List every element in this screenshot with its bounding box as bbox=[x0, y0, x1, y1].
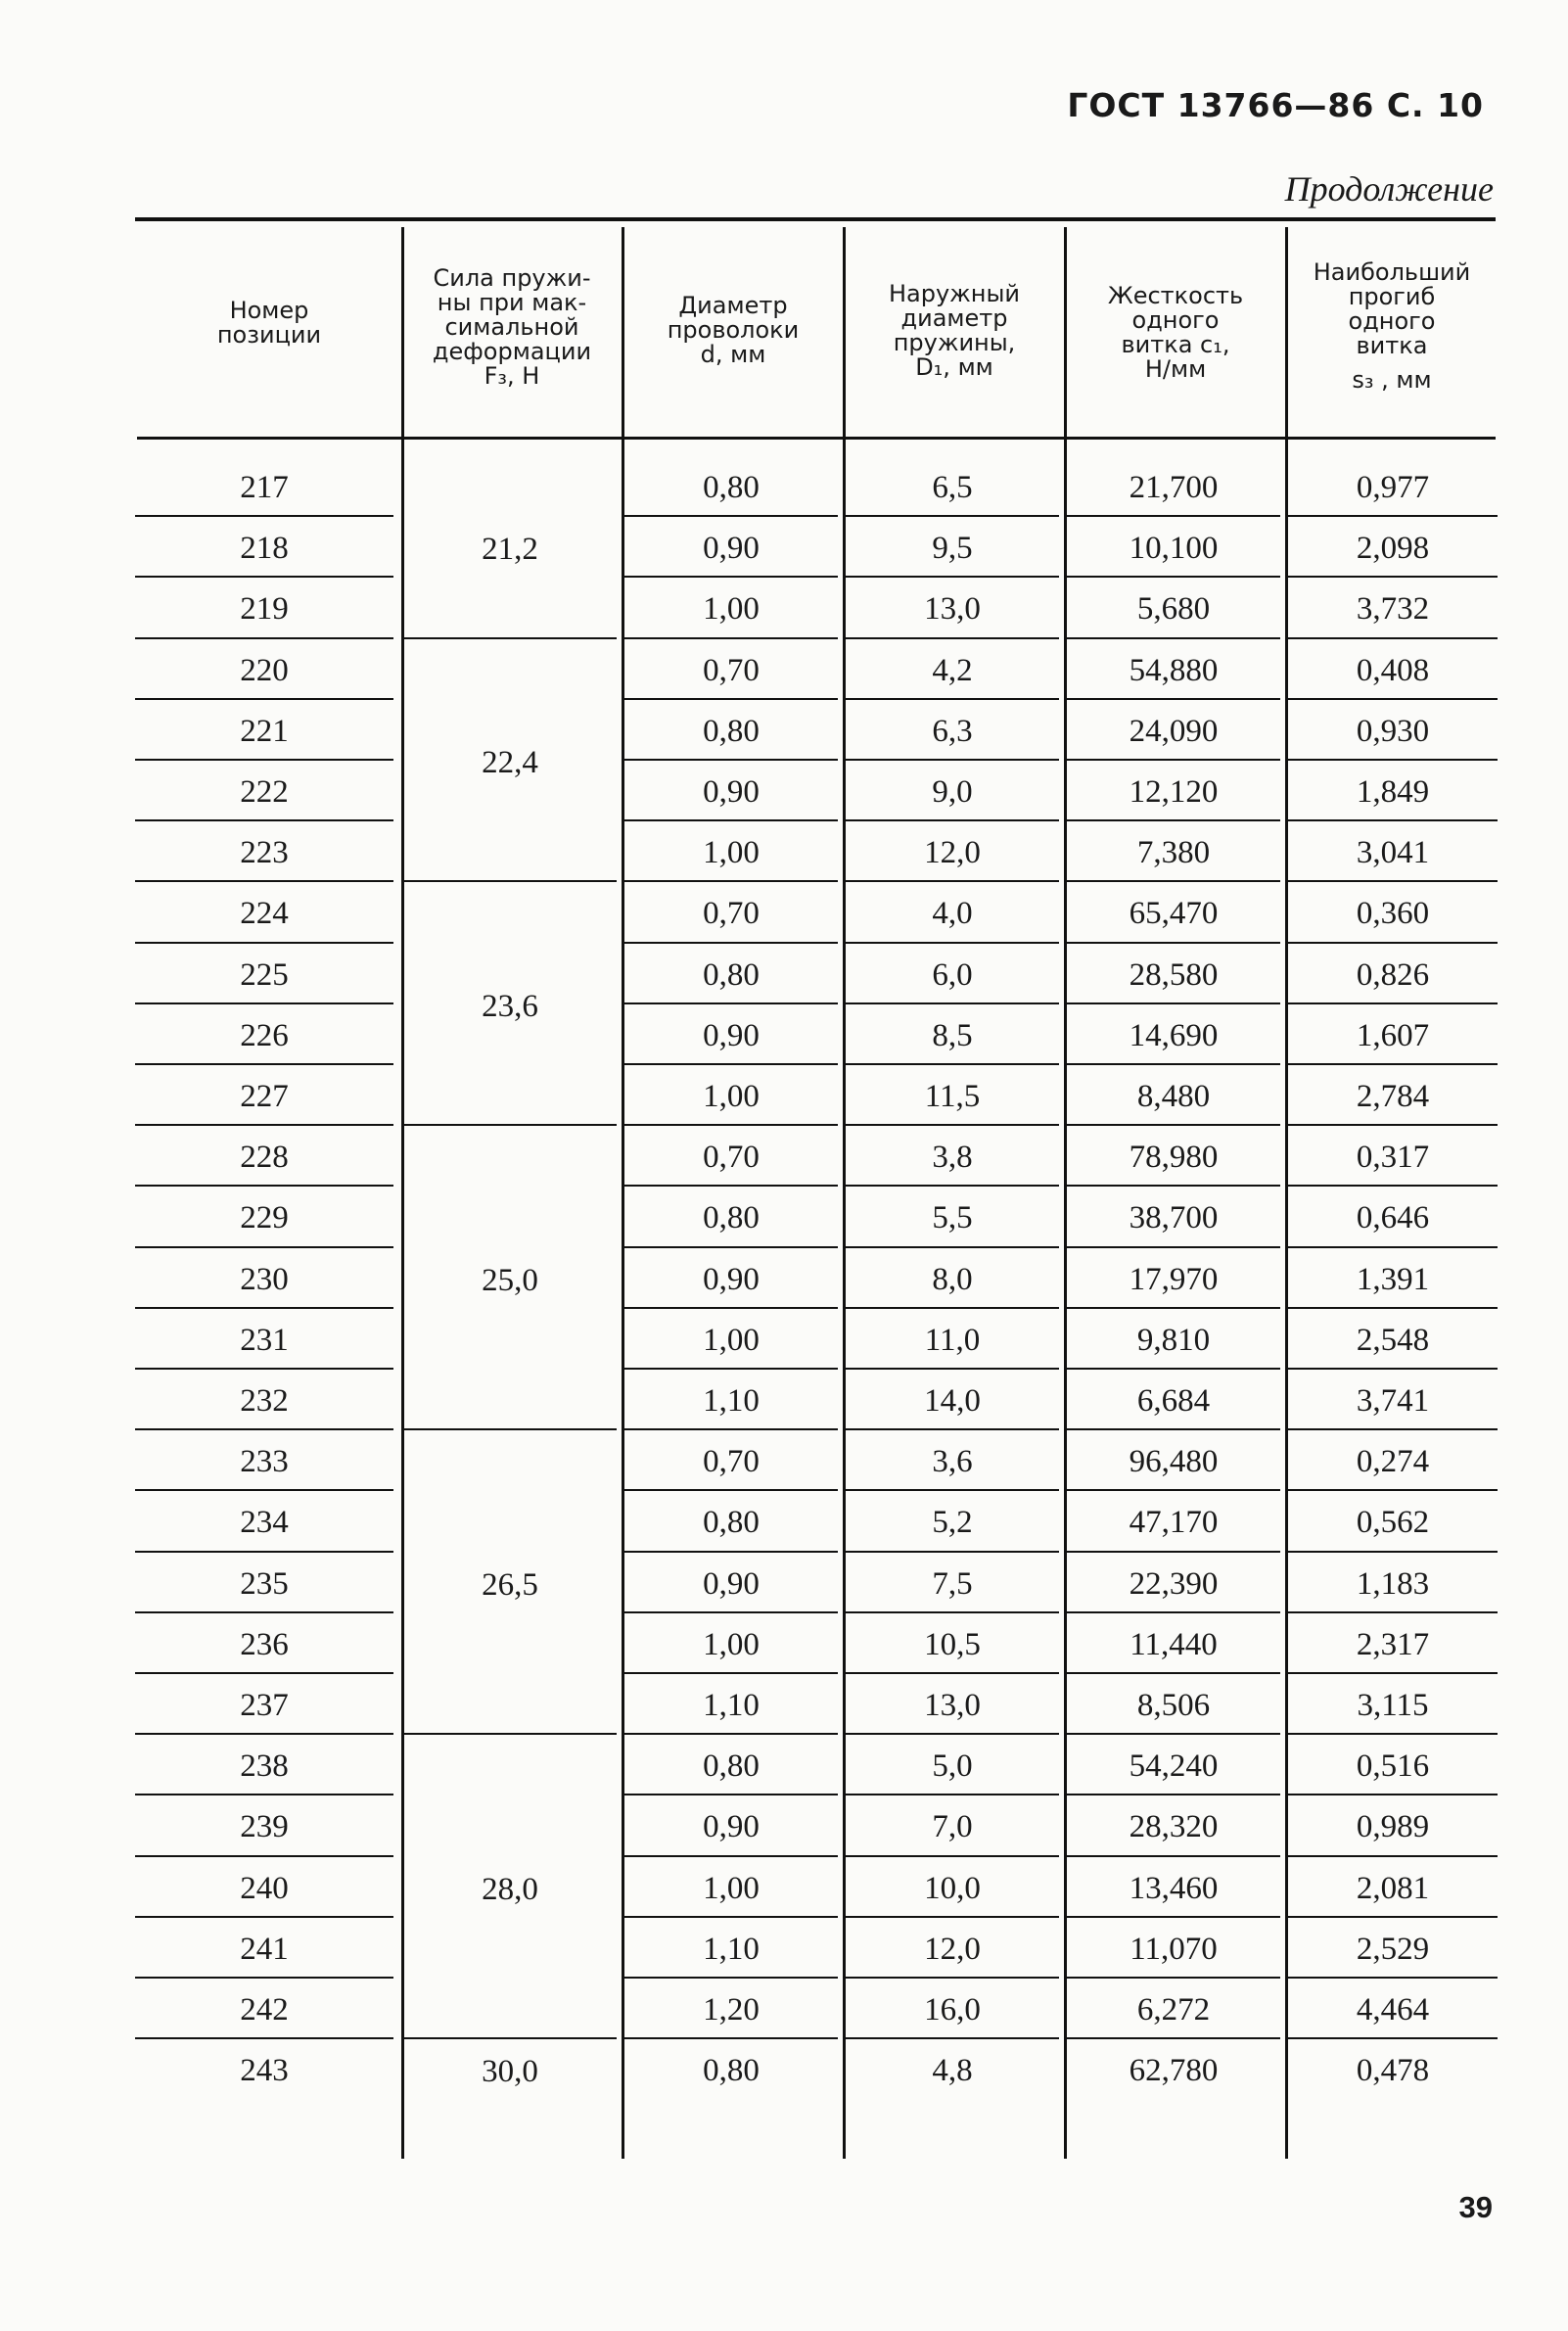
row-separator bbox=[135, 698, 393, 700]
row-separator bbox=[135, 942, 393, 944]
row-separator bbox=[846, 759, 1059, 761]
row-separator bbox=[135, 1672, 393, 1674]
table-cell: 96,480 bbox=[1129, 1444, 1219, 1480]
row-separator bbox=[846, 1733, 1059, 1735]
table-cell: 235 bbox=[240, 1565, 289, 1602]
table-cell: 5,5 bbox=[932, 1200, 973, 1236]
table-cell: 236 bbox=[240, 1626, 289, 1662]
table-cell: 0,70 bbox=[703, 1444, 760, 1480]
row-separator bbox=[846, 1185, 1059, 1187]
table-cell: 0,80 bbox=[703, 2053, 760, 2089]
row-separator bbox=[624, 1368, 838, 1370]
table-cell: 2,529 bbox=[1356, 1931, 1430, 1967]
row-separator bbox=[1288, 637, 1498, 639]
row-separator bbox=[846, 1246, 1059, 1248]
row-separator bbox=[846, 1551, 1059, 1553]
row-separator bbox=[135, 637, 393, 639]
row-separator bbox=[135, 2037, 393, 2039]
row-separator bbox=[1288, 1794, 1498, 1795]
table-cell: 239 bbox=[240, 1809, 289, 1845]
table-cell: 2,548 bbox=[1356, 1322, 1430, 1358]
row-separator bbox=[846, 1489, 1059, 1491]
spring-force-cell: 30,0 bbox=[482, 2054, 538, 2090]
spring-force-cell: 21,2 bbox=[482, 532, 538, 568]
header-max-deflection: Наибольший прогиб одного витка s₃ , мм bbox=[1313, 258, 1471, 394]
table-cell: 5,2 bbox=[932, 1505, 973, 1541]
row-separator bbox=[1067, 1002, 1280, 1004]
table-cell: 4,2 bbox=[932, 652, 973, 688]
table-cell: 220 bbox=[240, 652, 289, 688]
table-cell: 0,516 bbox=[1356, 1748, 1430, 1785]
row-separator bbox=[846, 1672, 1059, 1674]
table-cell: 14,0 bbox=[924, 1383, 981, 1419]
table-cell: 12,0 bbox=[924, 835, 981, 871]
table-cell: 24,090 bbox=[1129, 713, 1219, 749]
table-cell: 234 bbox=[240, 1505, 289, 1541]
table-cell: 228 bbox=[240, 1140, 289, 1176]
table-cell: 225 bbox=[240, 956, 289, 993]
group-separator bbox=[403, 637, 617, 639]
row-separator bbox=[135, 1916, 393, 1918]
table-cell: 1,607 bbox=[1356, 1017, 1430, 1053]
table-cell: 243 bbox=[240, 2053, 289, 2089]
table-cell: 222 bbox=[240, 774, 289, 810]
row-separator bbox=[846, 1794, 1059, 1795]
table-cell: 8,506 bbox=[1136, 1688, 1211, 1723]
row-separator bbox=[846, 1611, 1059, 1613]
row-separator bbox=[846, 880, 1059, 882]
table-cell: 11,5 bbox=[924, 1079, 981, 1114]
table-cell: 230 bbox=[240, 1261, 289, 1297]
table-cell: 21,700 bbox=[1129, 470, 1219, 505]
table-cell: 1,391 bbox=[1356, 1261, 1430, 1297]
row-separator bbox=[135, 515, 393, 517]
row-separator bbox=[624, 1611, 838, 1613]
table-cell: 2,784 bbox=[1356, 1079, 1430, 1114]
group-separator bbox=[403, 2037, 617, 2039]
row-separator bbox=[1067, 1611, 1280, 1613]
table-cell: 28,320 bbox=[1129, 1809, 1219, 1845]
row-separator bbox=[624, 1916, 838, 1918]
row-separator bbox=[1288, 759, 1498, 761]
row-separator bbox=[1288, 819, 1498, 821]
row-separator bbox=[1288, 1551, 1498, 1553]
row-separator bbox=[135, 880, 393, 882]
row-separator bbox=[624, 1185, 838, 1187]
row-separator bbox=[1288, 1733, 1498, 1735]
row-separator bbox=[135, 576, 393, 578]
table-cell: 22,390 bbox=[1129, 1565, 1219, 1602]
row-separator bbox=[135, 1368, 393, 1370]
table-cell: 12,120 bbox=[1129, 774, 1219, 810]
table-cell: 1,00 bbox=[703, 1079, 760, 1114]
table-cell: 9,5 bbox=[932, 531, 973, 567]
row-separator bbox=[1288, 1672, 1498, 1674]
table-cell: 0,90 bbox=[703, 774, 760, 810]
group-separator bbox=[403, 1428, 617, 1430]
table-cell: 5,680 bbox=[1136, 591, 1211, 628]
row-separator bbox=[1067, 1794, 1280, 1795]
table-cell: 7,0 bbox=[932, 1809, 973, 1845]
row-separator bbox=[1288, 1063, 1498, 1065]
table-cell: 227 bbox=[240, 1079, 289, 1114]
row-separator bbox=[135, 1611, 393, 1613]
row-separator bbox=[135, 1794, 393, 1795]
row-separator bbox=[846, 942, 1059, 944]
page-header-title: ГОСТ 13766—86 С. 10 bbox=[1067, 86, 1484, 124]
table-cell: 217 bbox=[240, 470, 289, 505]
table-cell: 241 bbox=[240, 1931, 289, 1967]
row-separator bbox=[624, 2037, 838, 2039]
row-separator bbox=[135, 1551, 393, 1553]
table-cell: 238 bbox=[240, 1748, 289, 1785]
table-cell: 1,10 bbox=[703, 1383, 760, 1419]
table-cell: 13,0 bbox=[924, 1688, 981, 1723]
row-separator bbox=[1067, 1063, 1280, 1065]
table-cell: 4,464 bbox=[1356, 1992, 1430, 2028]
row-separator bbox=[1288, 1246, 1498, 1248]
row-separator bbox=[135, 1733, 393, 1735]
table-cell: 0,274 bbox=[1356, 1444, 1430, 1480]
row-separator bbox=[1067, 515, 1280, 517]
row-separator bbox=[624, 1855, 838, 1857]
table-top-rule bbox=[135, 217, 1496, 221]
table-cell: 12,0 bbox=[924, 1931, 981, 1967]
table-cell: 11,440 bbox=[1130, 1626, 1218, 1662]
column-divider bbox=[401, 227, 404, 2159]
row-separator bbox=[1067, 1428, 1280, 1430]
table-cell: 10,0 bbox=[924, 1870, 981, 1906]
table-cell: 16,0 bbox=[924, 1992, 981, 2028]
row-separator bbox=[1288, 1489, 1498, 1491]
table-cell: 2,098 bbox=[1356, 531, 1430, 567]
row-separator bbox=[1067, 1124, 1280, 1126]
row-separator bbox=[846, 1307, 1059, 1309]
row-separator bbox=[1067, 880, 1280, 882]
table-cell: 223 bbox=[240, 835, 289, 871]
table-cell: 237 bbox=[240, 1688, 289, 1723]
row-separator bbox=[1067, 576, 1280, 578]
row-separator bbox=[1288, 1368, 1498, 1370]
group-separator bbox=[403, 1733, 617, 1735]
row-separator bbox=[624, 880, 838, 882]
table-cell: 1,183 bbox=[1356, 1565, 1430, 1602]
table-cell: 0,80 bbox=[703, 1200, 760, 1236]
row-separator bbox=[1067, 1733, 1280, 1735]
spring-force-cell: 22,4 bbox=[482, 745, 538, 780]
row-separator bbox=[1067, 637, 1280, 639]
table-cell: 38,700 bbox=[1129, 1200, 1219, 1236]
table-cell: 1,00 bbox=[703, 835, 760, 871]
table-cell: 0,80 bbox=[703, 1505, 760, 1541]
table-cell: 3,8 bbox=[932, 1140, 973, 1176]
row-separator bbox=[135, 759, 393, 761]
row-separator bbox=[624, 1672, 838, 1674]
table-cell: 229 bbox=[240, 1200, 289, 1236]
table-cell: 3,6 bbox=[932, 1444, 973, 1480]
row-separator bbox=[624, 1977, 838, 1979]
row-separator bbox=[1067, 1672, 1280, 1674]
table-cell: 232 bbox=[240, 1383, 289, 1419]
table-cell: 0,80 bbox=[703, 470, 760, 505]
table-cell: 8,480 bbox=[1136, 1079, 1211, 1114]
spring-force-cell: 28,0 bbox=[482, 1871, 538, 1907]
table-cell: 10,5 bbox=[924, 1626, 981, 1662]
row-separator bbox=[846, 576, 1059, 578]
row-separator bbox=[135, 819, 393, 821]
row-separator bbox=[135, 1977, 393, 1979]
table-cell: 219 bbox=[240, 591, 289, 628]
table-cell: 0,478 bbox=[1356, 2053, 1430, 2089]
table-cell: 78,980 bbox=[1129, 1140, 1219, 1176]
row-separator bbox=[846, 1428, 1059, 1430]
group-separator bbox=[403, 1124, 617, 1126]
table-cell: 13,460 bbox=[1129, 1870, 1219, 1906]
table-cell: 7,380 bbox=[1136, 835, 1211, 871]
table-cell: 0,70 bbox=[703, 896, 760, 932]
table-cell: 0,977 bbox=[1356, 470, 1430, 505]
row-separator bbox=[1288, 942, 1498, 944]
table-cell: 11,070 bbox=[1130, 1931, 1218, 1967]
row-separator bbox=[1067, 1977, 1280, 1979]
table-cell: 5,0 bbox=[932, 1748, 973, 1785]
table-cell: 1,00 bbox=[703, 1870, 760, 1906]
table-cell: 2,081 bbox=[1356, 1870, 1430, 1906]
row-separator bbox=[846, 1368, 1059, 1370]
group-separator bbox=[403, 880, 617, 882]
table-cell: 17,970 bbox=[1129, 1261, 1219, 1297]
table-cell: 0,70 bbox=[703, 1140, 760, 1176]
row-separator bbox=[624, 942, 838, 944]
table-cell: 13,0 bbox=[924, 591, 981, 628]
row-separator bbox=[846, 1977, 1059, 1979]
table-cell: 4,0 bbox=[932, 896, 973, 932]
table-cell: 0,80 bbox=[703, 1748, 760, 1785]
row-separator bbox=[1288, 1307, 1498, 1309]
row-separator bbox=[1067, 1855, 1280, 1857]
table-cell: 0,90 bbox=[703, 1809, 760, 1845]
row-separator bbox=[1288, 880, 1498, 882]
table-cell: 7,5 bbox=[932, 1565, 973, 1602]
row-separator bbox=[1067, 1307, 1280, 1309]
table-cell: 54,880 bbox=[1129, 652, 1219, 688]
row-separator bbox=[1288, 1916, 1498, 1918]
row-separator bbox=[624, 1428, 838, 1430]
row-separator bbox=[1067, 1246, 1280, 1248]
row-separator bbox=[1288, 698, 1498, 700]
table-cell: 65,470 bbox=[1129, 896, 1219, 932]
row-separator bbox=[1288, 1124, 1498, 1126]
table-cell: 0,90 bbox=[703, 531, 760, 567]
table-cell: 0,646 bbox=[1356, 1200, 1430, 1236]
row-separator bbox=[1288, 2037, 1498, 2039]
row-separator bbox=[1067, 1489, 1280, 1491]
row-separator bbox=[846, 1855, 1059, 1857]
table-cell: 11,0 bbox=[924, 1322, 981, 1358]
table-cell: 3,041 bbox=[1356, 835, 1430, 871]
row-separator bbox=[135, 1489, 393, 1491]
row-separator bbox=[135, 1124, 393, 1126]
row-separator bbox=[1288, 1428, 1498, 1430]
row-separator bbox=[1288, 1185, 1498, 1187]
continuation-label: Продолжение bbox=[1284, 169, 1494, 209]
table-cell: 14,690 bbox=[1129, 1017, 1219, 1053]
row-separator bbox=[846, 1063, 1059, 1065]
table-cell: 242 bbox=[240, 1992, 289, 2028]
row-separator bbox=[624, 1002, 838, 1004]
table-cell: 0,826 bbox=[1356, 956, 1430, 993]
table-cell: 6,684 bbox=[1136, 1383, 1211, 1419]
row-separator bbox=[1288, 515, 1498, 517]
table-cell: 10,100 bbox=[1129, 531, 1219, 567]
row-separator bbox=[624, 1733, 838, 1735]
row-separator bbox=[1288, 1611, 1498, 1613]
row-separator bbox=[624, 1063, 838, 1065]
row-separator bbox=[1067, 759, 1280, 761]
row-separator bbox=[846, 515, 1059, 517]
row-separator bbox=[846, 1916, 1059, 1918]
row-separator bbox=[624, 1246, 838, 1248]
table-cell: 8,0 bbox=[932, 1261, 973, 1297]
row-separator bbox=[1288, 1977, 1498, 1979]
row-separator bbox=[624, 1307, 838, 1309]
row-separator bbox=[624, 819, 838, 821]
row-separator bbox=[846, 1002, 1059, 1004]
header-position-number: Номер позиции bbox=[216, 297, 322, 349]
row-separator bbox=[135, 1002, 393, 1004]
table-cell: 1,10 bbox=[703, 1688, 760, 1723]
row-separator bbox=[135, 1307, 393, 1309]
table-cell: 0,90 bbox=[703, 1565, 760, 1602]
row-separator bbox=[1288, 1002, 1498, 1004]
row-separator bbox=[135, 1428, 393, 1430]
table-cell: 0,80 bbox=[703, 713, 760, 749]
table-cell: 0,80 bbox=[703, 956, 760, 993]
row-separator bbox=[1288, 1855, 1498, 1857]
table-cell: 1,10 bbox=[703, 1931, 760, 1967]
table-cell: 2,317 bbox=[1356, 1626, 1430, 1662]
table-cell: 0,989 bbox=[1356, 1809, 1430, 1845]
table-cell: 240 bbox=[240, 1870, 289, 1906]
table-cell: 0,70 bbox=[703, 652, 760, 688]
row-separator bbox=[846, 819, 1059, 821]
table-cell: 0,930 bbox=[1356, 713, 1430, 749]
row-separator bbox=[846, 1124, 1059, 1126]
table-cell: 6,3 bbox=[932, 713, 973, 749]
table-cell: 8,5 bbox=[932, 1017, 973, 1053]
table-cell: 3,741 bbox=[1356, 1383, 1430, 1419]
row-separator bbox=[846, 698, 1059, 700]
row-separator bbox=[624, 698, 838, 700]
table-cell: 218 bbox=[240, 531, 289, 567]
table-cell: 233 bbox=[240, 1444, 289, 1480]
row-separator bbox=[1067, 819, 1280, 821]
row-separator bbox=[1067, 1185, 1280, 1187]
table-cell: 0,360 bbox=[1356, 896, 1430, 932]
row-separator bbox=[1067, 698, 1280, 700]
row-separator bbox=[135, 1246, 393, 1248]
table-cell: 226 bbox=[240, 1017, 289, 1053]
row-separator bbox=[1067, 942, 1280, 944]
table-header-rule bbox=[137, 437, 1496, 440]
table-cell: 1,00 bbox=[703, 1626, 760, 1662]
table-cell: 9,0 bbox=[932, 774, 973, 810]
header-outer-diameter: Наружный диаметр пружины, D₁, мм bbox=[888, 280, 1021, 381]
row-separator bbox=[624, 1794, 838, 1795]
table-cell: 4,8 bbox=[932, 2053, 973, 2089]
row-separator bbox=[1288, 576, 1498, 578]
table-cell: 0,408 bbox=[1356, 652, 1430, 688]
table-cell: 0,90 bbox=[703, 1017, 760, 1053]
row-separator bbox=[846, 637, 1059, 639]
header-coil-stiffness: Жесткость одного витка c₁, Н/мм bbox=[1107, 282, 1244, 383]
table-cell: 0,562 bbox=[1356, 1505, 1430, 1541]
table-cell: 1,20 bbox=[703, 1992, 760, 2028]
table-cell: 3,115 bbox=[1357, 1688, 1429, 1723]
table-cell: 62,780 bbox=[1129, 2053, 1219, 2089]
table-cell: 221 bbox=[240, 713, 289, 749]
table-cell: 6,5 bbox=[932, 470, 973, 505]
row-separator bbox=[135, 1185, 393, 1187]
table-cell: 1,849 bbox=[1356, 774, 1430, 810]
row-separator bbox=[135, 1855, 393, 1857]
spring-force-cell: 23,6 bbox=[482, 988, 538, 1024]
spring-force-cell: 25,0 bbox=[482, 1262, 538, 1298]
row-separator bbox=[1067, 1551, 1280, 1553]
table-cell: 0,90 bbox=[703, 1261, 760, 1297]
table-cell: 1,00 bbox=[703, 1322, 760, 1358]
table-cell: 54,240 bbox=[1129, 1748, 1219, 1785]
table-cell: 3,732 bbox=[1356, 591, 1430, 628]
row-separator bbox=[624, 576, 838, 578]
row-separator bbox=[624, 515, 838, 517]
row-separator bbox=[624, 637, 838, 639]
table-cell: 47,170 bbox=[1129, 1505, 1219, 1541]
row-separator bbox=[1067, 1916, 1280, 1918]
row-separator bbox=[624, 759, 838, 761]
table-cell: 6,272 bbox=[1136, 1992, 1211, 2028]
table-cell: 231 bbox=[240, 1322, 289, 1358]
table-cell: 9,810 bbox=[1136, 1322, 1211, 1358]
header-spring-force: Сила пружи- ны при мак- симальной деформации F₃, Н bbox=[432, 264, 592, 390]
header-wire-diameter: Диаметр проволоки d, мм bbox=[667, 292, 800, 368]
table-cell: 224 bbox=[240, 896, 289, 932]
spring-force-cell: 26,5 bbox=[482, 1566, 538, 1603]
row-separator bbox=[624, 1489, 838, 1491]
table-cell: 6,0 bbox=[932, 956, 973, 993]
row-separator bbox=[135, 1063, 393, 1065]
row-separator bbox=[624, 1124, 838, 1126]
row-separator bbox=[1067, 2037, 1280, 2039]
row-separator bbox=[624, 1551, 838, 1553]
table-cell: 28,580 bbox=[1129, 956, 1219, 993]
table-cell: 0,317 bbox=[1356, 1140, 1430, 1176]
row-separator bbox=[1067, 1368, 1280, 1370]
table-cell: 1,00 bbox=[703, 591, 760, 628]
page-number: 39 bbox=[1458, 2190, 1493, 2224]
row-separator bbox=[846, 2037, 1059, 2039]
